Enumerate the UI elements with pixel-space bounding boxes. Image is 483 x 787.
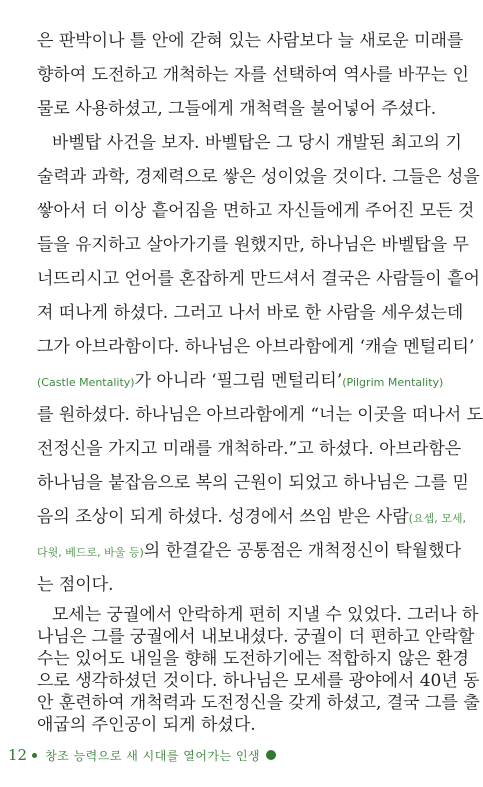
bullet-dot-icon [32, 753, 37, 758]
body-line: 수는 있어도 내일을 향해 도전하기에는 적합하지 않은 환경 [37, 649, 469, 669]
gloss-people: (요셉, 모세, [408, 512, 466, 525]
body-line [37, 366, 444, 396]
body-line: 전정신을 가지고 미래를 개척하라.”고 하셨다. 아브라함은 [37, 439, 462, 459]
body-line: 나님은 그를 궁궐에서 내보내셨다. 궁궐이 더 편하고 안락할 [37, 627, 475, 647]
page-number: 12 [8, 746, 28, 764]
body-line-text: 음의 조상이 되게 하셨다. 성경에서 쓰임 받은 사람 [37, 507, 409, 527]
gloss-people-continued: 다윗, 베드로, 바울 등) [37, 546, 144, 559]
body-line: 져 떠나게 하셨다. 그러고 나서 바로 한 사람을 세우셨는데 [37, 303, 464, 323]
body-line: 그가 아브라함이다. 하나님은 아브라함에게 ‘캐슬 멘털리티’ [37, 337, 475, 357]
body-line: 들을 유지하고 살아가기를 원했지만, 하나님은 바벨탑을 무 [37, 235, 469, 255]
body-line: 모세는 궁궐에서 안락하게 편히 지낼 수 있었다. 그러나 하 [52, 605, 479, 625]
body-line: 술력과 과학, 경제력으로 쌓은 성이었을 것이다. 그들은 성을 [37, 167, 480, 187]
body-line-text: 가 아니라 ‘필그림 멘털리티’ [134, 371, 343, 391]
gloss-castle-mentality: (Castle Mentality) [37, 376, 135, 389]
circle-ornament-icon [266, 750, 276, 760]
body-line: 를 원하셨다. 하나님은 아브라함에게 “너는 이곳을 떠나서 도 [37, 405, 483, 425]
page-footer [8, 745, 276, 765]
body-line: 향하여 도전하고 개척하는 자를 선택하여 역사를 바꾸는 인 [37, 65, 469, 85]
body-line: 물로 사용하셨고, 그들에게 개척력을 불어넣어 주셨다. [37, 99, 437, 119]
body-line-text: 의 한결같은 공통점은 개척정신이 탁월했다 [143, 541, 462, 561]
body-line: 안 훈련하여 개척력과 도전정신을 갖게 하셨고, 결국 그를 출 [37, 693, 480, 713]
body-line: 은 판박이나 틀 안에 갇혀 있는 사람보다 늘 새로운 미래를 [37, 31, 464, 51]
running-title: 창조 능력으로 새 시대를 열어가는 인생 [45, 748, 261, 763]
body-line: 너뜨리시고 언어를 혼잡하게 만드셔서 결국은 사람들이 흩어 [37, 269, 480, 289]
body-line [37, 502, 466, 532]
body-line: 애굽의 주인공이 되게 하셨다. [37, 715, 256, 735]
body-line: 하나님을 붙잡음으로 복의 근원이 되었고 하나님은 그를 믿 [37, 473, 469, 493]
gloss-pilgrim-mentality: (Pilgrim Mentality) [342, 376, 444, 389]
body-line: 으로 생각하셨던 것이다. 하나님은 모세를 광야에서 40년 동 [37, 671, 480, 691]
body-line: 쌓아서 더 이상 흩어짐을 면하고 자신들에게 주어진 모든 것 [37, 201, 475, 221]
body-line: 는 점이다. [37, 575, 114, 595]
body-line: 바벨탑 사건을 보자. 바벨탑은 그 당시 개발된 최고의 기 [52, 133, 462, 153]
body-line [37, 536, 462, 566]
